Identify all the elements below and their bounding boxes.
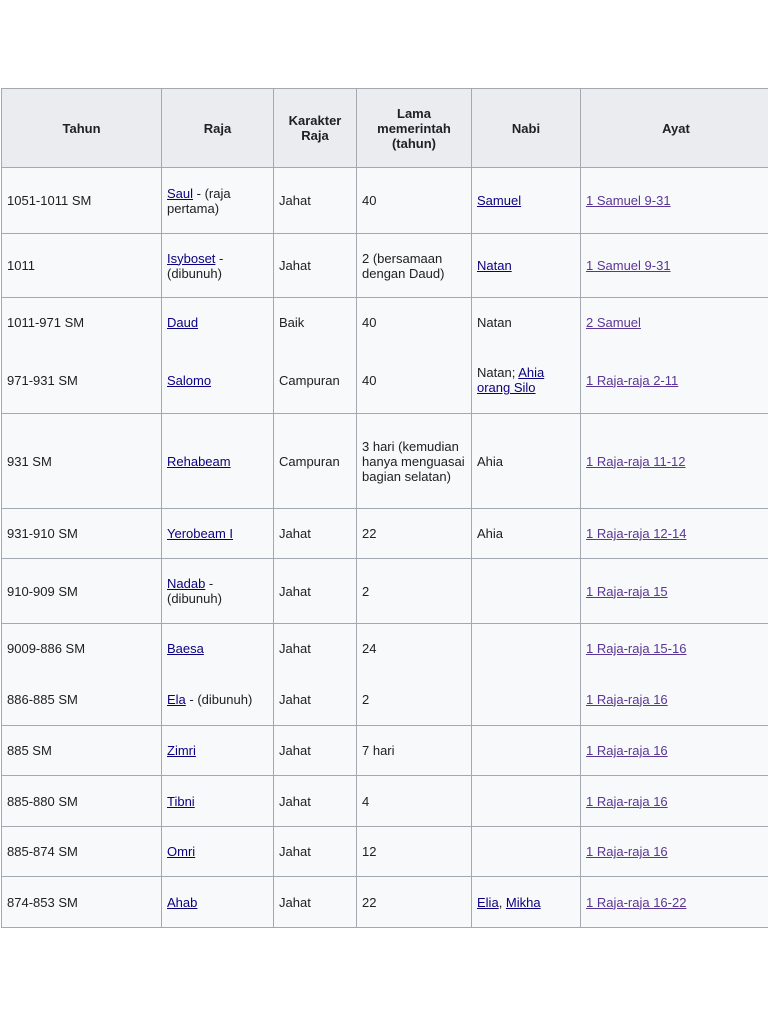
cell-tahun: 910-909 SM: [2, 559, 162, 624]
king-link[interactable]: Ela: [167, 691, 186, 707]
cell-nabi: [472, 674, 581, 726]
cell-ayat: [581, 726, 768, 776]
cell-karakter: Jahat: [274, 168, 357, 234]
cell-tahun: 1011-971 SM: [2, 298, 162, 348]
header-raja: Raja: [162, 89, 274, 168]
table-row: [2, 509, 768, 559]
cell-tahun: 931 SM: [2, 414, 162, 509]
verse-link[interactable]: 1 Raja-raja 16: [586, 743, 668, 758]
cell-raja: [162, 726, 274, 776]
cell-lama: 40: [357, 298, 472, 348]
cell-karakter: Jahat: [274, 776, 357, 827]
table-row: [2, 348, 768, 414]
prophet-link[interactable]: Ahia orang Silo: [477, 365, 545, 396]
cell-lama: 40: [357, 348, 472, 414]
cell-nabi: [472, 559, 581, 624]
cell-ayat: [581, 168, 768, 234]
cell-ayat: [581, 674, 768, 726]
cell-raja: [162, 348, 274, 414]
prophet-prefix: Natan;: [477, 365, 519, 381]
cell-nabi: [472, 726, 581, 776]
cell-tahun: 931-910 SM: [2, 509, 162, 559]
cell-raja: [162, 674, 274, 726]
kings-table: [1, 88, 768, 928]
header-tahun: Tahun: [2, 89, 162, 168]
cell-karakter: Jahat: [274, 674, 357, 726]
cell-nabi: Ahia: [472, 509, 581, 559]
cell-lama: 2 (bersamaan dengan Daud): [357, 234, 472, 298]
verse-link[interactable]: 1 Raja-raja 16-22: [586, 894, 687, 910]
table-row: [2, 624, 768, 674]
cell-nabi: Natan: [472, 298, 581, 348]
prophet-separator: ,: [498, 894, 506, 910]
cell-raja: [162, 414, 274, 509]
cell-karakter: Jahat: [274, 559, 357, 624]
cell-tahun: 971-931 SM: [2, 348, 162, 414]
cell-ayat: [581, 348, 768, 414]
king-link[interactable]: Saul: [167, 185, 194, 201]
table-row: [2, 559, 768, 624]
header-nabi: Nabi: [472, 89, 581, 168]
verse-link[interactable]: 1 Raja-raja 16: [586, 793, 668, 809]
header-row: [2, 89, 768, 168]
cell-karakter: Jahat: [274, 726, 357, 776]
cell-nabi: [472, 624, 581, 674]
cell-ayat: [581, 827, 768, 877]
king-link[interactable]: Daud: [167, 315, 199, 331]
cell-ayat: [581, 559, 768, 624]
king-link[interactable]: Ahab: [167, 894, 198, 910]
cell-tahun: 9009-886 SM: [2, 624, 162, 674]
cell-lama: 2: [357, 559, 472, 624]
cell-tahun: 885-880 SM: [2, 776, 162, 827]
cell-ayat: [581, 298, 768, 348]
verse-link[interactable]: 1 Samuel 9-31: [586, 258, 671, 273]
king-note: - (dibunuh): [167, 250, 224, 281]
verse-link[interactable]: 1 Raja-raja 12-14: [586, 526, 687, 541]
cell-lama: 40: [357, 168, 472, 234]
cell-tahun: 874-853 SM: [2, 877, 162, 928]
king-link[interactable]: Omri: [167, 844, 196, 859]
cell-ayat: [581, 624, 768, 674]
cell-raja: [162, 624, 274, 674]
table-row: [2, 726, 768, 776]
cell-nabi: [472, 776, 581, 827]
king-link[interactable]: Baesa: [167, 641, 204, 657]
cell-nabi: [472, 348, 581, 414]
prophet-link[interactable]: Samuel: [477, 193, 522, 208]
cell-lama: 22: [357, 509, 472, 559]
verse-link[interactable]: 1 Raja-raja 2-11: [586, 372, 679, 388]
cell-raja: [162, 509, 274, 559]
cell-raja: [162, 168, 274, 234]
king-link[interactable]: Nadab: [167, 576, 206, 591]
king-note: - (dibunuh): [185, 691, 253, 707]
cell-ayat: [581, 776, 768, 827]
table-row: [2, 234, 768, 298]
cell-tahun: 1011: [2, 234, 162, 298]
cell-lama: 24: [357, 624, 472, 674]
cell-lama: 7 hari: [357, 726, 472, 776]
cell-tahun: 885 SM: [2, 726, 162, 776]
cell-karakter: Jahat: [274, 624, 357, 674]
verse-link[interactable]: 2 Samuel: [586, 315, 641, 331]
king-note: - (raja pertama): [167, 185, 231, 216]
cell-lama: 3 hari (kemudian hanya menguasai bagian selatan): [357, 414, 472, 509]
cell-karakter: Jahat: [274, 234, 357, 298]
header-ayat: Ayat: [581, 89, 768, 168]
king-link[interactable]: Tibni: [167, 793, 195, 809]
cell-karakter: Campuran: [274, 414, 357, 509]
table-row: [2, 168, 768, 234]
cell-nabi: [472, 827, 581, 877]
cell-tahun: 885-874 SM: [2, 827, 162, 877]
cell-raja: [162, 877, 274, 928]
cell-nabi: [472, 877, 581, 928]
cell-karakter: Jahat: [274, 509, 357, 559]
cell-lama: 2: [357, 674, 472, 726]
table-row: [2, 298, 768, 348]
cell-raja: [162, 776, 274, 827]
table-row: [2, 877, 768, 928]
cell-karakter: Campuran: [274, 348, 357, 414]
cell-ayat: [581, 414, 768, 509]
table-row: [2, 776, 768, 827]
cell-nabi: [472, 168, 581, 234]
cell-nabi: Ahia: [472, 414, 581, 509]
header-karakter: Karakter Raja: [274, 89, 357, 168]
table-row: [2, 414, 768, 509]
cell-tahun: 1051-1011 SM: [2, 168, 162, 234]
cell-karakter: Baik: [274, 298, 357, 348]
prophet-link[interactable]: Natan: [477, 258, 512, 273]
cell-tahun: 886-885 SM: [2, 674, 162, 726]
cell-lama: 22: [357, 877, 472, 928]
cell-karakter: Jahat: [274, 877, 357, 928]
king-link[interactable]: Salomo: [167, 372, 212, 388]
verse-link[interactable]: 1 Raja-raja 15-16: [586, 641, 687, 657]
cell-raja: [162, 559, 274, 624]
king-link[interactable]: Isyboset: [167, 250, 216, 266]
table-row: [2, 827, 768, 877]
prophet-link[interactable]: Mikha: [505, 894, 541, 910]
cell-ayat: [581, 877, 768, 928]
cell-lama: 4: [357, 776, 472, 827]
verse-link[interactable]: 1 Samuel 9-31: [586, 193, 671, 208]
king-link[interactable]: Zimri: [167, 743, 196, 758]
prophet-link[interactable]: Elia: [477, 894, 499, 910]
cell-nabi: [472, 234, 581, 298]
cell-ayat: [581, 509, 768, 559]
cell-raja: [162, 827, 274, 877]
header-lama: Lama memerintah (tahun): [357, 89, 472, 168]
cell-raja: [162, 234, 274, 298]
verse-link[interactable]: 1 Raja-raja 11-12: [586, 453, 686, 469]
cell-ayat: [581, 234, 768, 298]
cell-lama: 12: [357, 827, 472, 877]
table-row: [2, 674, 768, 726]
verse-link[interactable]: 1 Raja-raja 15: [586, 583, 668, 599]
cell-karakter: Jahat: [274, 827, 357, 877]
king-link[interactable]: Yerobeam I: [167, 526, 234, 541]
king-note: - (dibunuh): [167, 576, 222, 606]
verse-link[interactable]: 1 Raja-raja 16: [586, 844, 668, 859]
cell-raja: [162, 298, 274, 348]
verse-link[interactable]: 1 Raja-raja 16: [586, 691, 668, 707]
king-link[interactable]: Rehabeam: [167, 453, 231, 469]
